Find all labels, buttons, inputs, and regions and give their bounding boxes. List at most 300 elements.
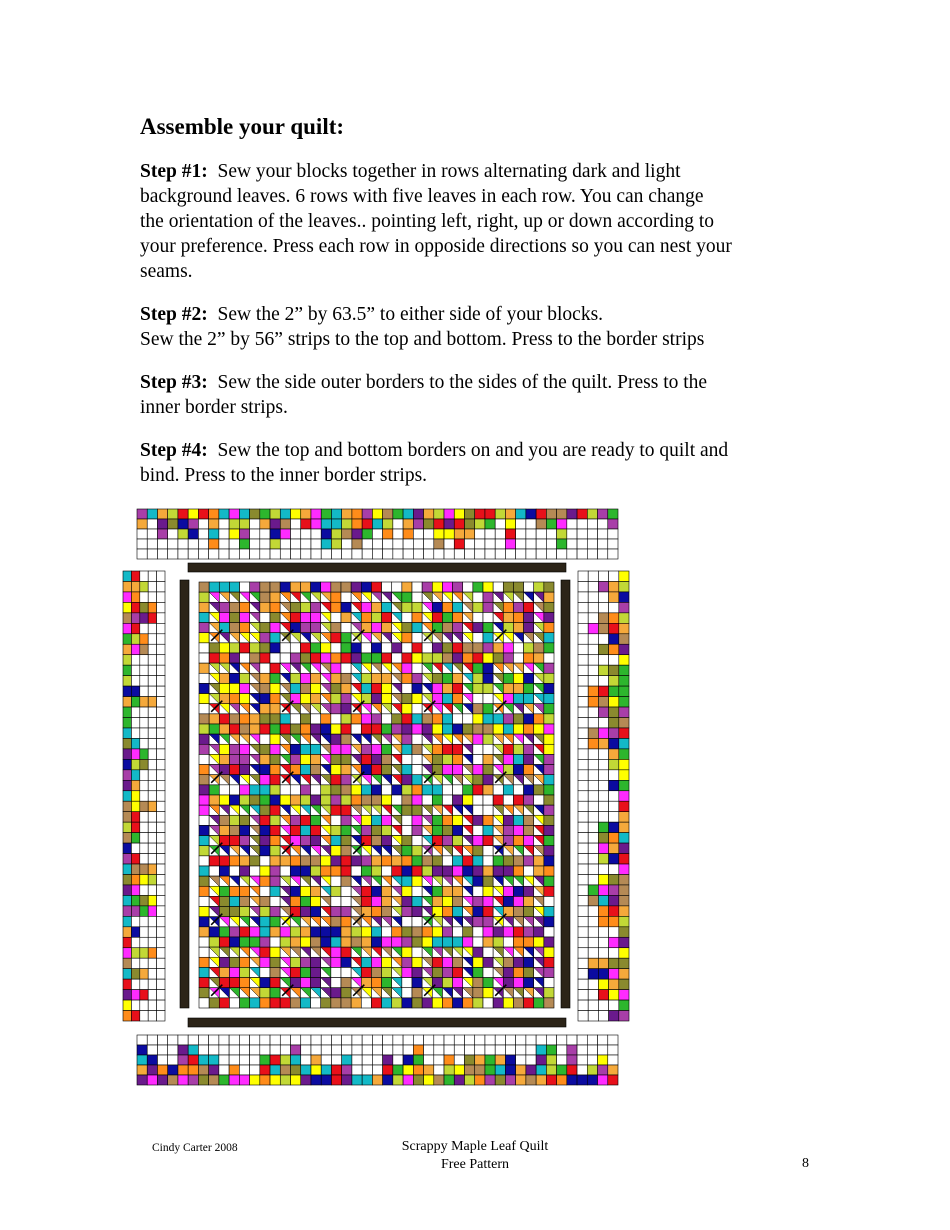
border-patch <box>598 519 608 529</box>
leaf-patch <box>513 623 523 633</box>
border-patch <box>444 1035 454 1045</box>
border-patch <box>403 519 413 529</box>
leaf-patch <box>513 825 523 835</box>
leaf-patch <box>311 744 321 754</box>
block-patch <box>534 927 544 937</box>
border-patch <box>588 676 598 686</box>
border-patch <box>598 529 608 539</box>
block-patch <box>432 653 442 663</box>
block-patch <box>473 754 483 764</box>
border-patch <box>260 1045 270 1055</box>
leaf-patch <box>371 836 381 846</box>
block-patch <box>493 795 503 805</box>
border-patch <box>321 1075 331 1085</box>
border-patch <box>588 937 598 947</box>
border-patch <box>260 509 270 519</box>
block-patch <box>412 623 422 633</box>
border-patch <box>588 874 598 884</box>
leaf-patch <box>229 957 239 967</box>
border-patch <box>198 539 208 549</box>
leaf-patch <box>311 886 321 896</box>
border-patch <box>505 1065 515 1075</box>
border-patch <box>250 549 260 559</box>
border-patch <box>140 948 148 958</box>
block-patch <box>473 673 483 683</box>
border-patch <box>546 1045 556 1055</box>
block-patch <box>280 582 290 592</box>
block-patch <box>473 775 483 785</box>
border-patch <box>131 780 139 790</box>
border-patch <box>505 1075 515 1085</box>
block-patch <box>412 815 422 825</box>
border-patch <box>137 1035 147 1045</box>
block-patch <box>473 724 483 734</box>
block-patch <box>544 592 554 602</box>
block-patch <box>270 998 280 1008</box>
border-patch <box>157 707 165 717</box>
border-patch <box>526 1045 536 1055</box>
leaf-patch <box>240 815 250 825</box>
block-patch <box>311 795 321 805</box>
border-patch <box>608 519 618 529</box>
leaf-patch <box>513 886 523 896</box>
leaf-patch <box>229 825 239 835</box>
block-patch <box>513 653 523 663</box>
block-patch <box>422 653 432 663</box>
border-patch <box>608 1065 618 1075</box>
border-patch <box>250 1075 260 1085</box>
border-patch <box>209 549 219 559</box>
block-patch <box>453 795 463 805</box>
border-patch <box>131 581 139 591</box>
border-patch <box>188 539 198 549</box>
border-patch <box>301 1065 311 1075</box>
block-patch <box>412 744 422 754</box>
border-patch <box>148 613 156 623</box>
border-patch <box>578 864 588 874</box>
border-patch <box>516 519 526 529</box>
border-patch <box>475 1065 485 1075</box>
block-patch <box>240 643 250 653</box>
border-patch <box>608 1035 618 1045</box>
border-patch <box>301 519 311 529</box>
border-patch <box>485 1065 495 1075</box>
block-patch <box>473 714 483 724</box>
border-patch <box>311 1035 321 1045</box>
block-patch <box>402 653 412 663</box>
leaf-patch <box>432 602 442 612</box>
border-patch <box>157 509 167 519</box>
leaf-patch <box>442 744 452 754</box>
border-patch <box>137 519 147 529</box>
block-patch <box>392 937 402 947</box>
block-patch <box>493 582 503 592</box>
border-patch <box>342 1045 352 1055</box>
border-patch <box>209 1075 219 1085</box>
border-patch <box>291 1055 301 1065</box>
border-patch <box>598 697 608 707</box>
leaf-patch <box>371 957 381 967</box>
border-patch <box>239 1075 249 1085</box>
leaf-patch <box>453 886 463 896</box>
border-patch <box>311 1045 321 1055</box>
border-patch <box>123 655 131 665</box>
border-patch <box>352 1035 362 1045</box>
footer-title: Scrappy Maple Leaf Quilt <box>401 1139 549 1154</box>
block-patch <box>260 663 270 673</box>
block-patch <box>412 927 422 937</box>
border-patch <box>464 1045 474 1055</box>
border-patch <box>372 1065 382 1075</box>
border-patch <box>260 519 270 529</box>
block-patch <box>199 998 209 1008</box>
border-patch <box>148 969 156 979</box>
block-patch <box>280 927 290 937</box>
block-patch <box>412 694 422 704</box>
block-patch <box>199 612 209 622</box>
block-patch <box>473 592 483 602</box>
border-patch <box>609 791 619 801</box>
border-patch <box>140 990 148 1000</box>
border-patch <box>137 1065 147 1075</box>
block-patch <box>412 825 422 835</box>
border-patch <box>260 529 270 539</box>
border-patch <box>157 1055 167 1065</box>
leaf-patch <box>371 967 381 977</box>
border-patch <box>362 1035 372 1045</box>
leaf-patch <box>219 602 229 612</box>
border-patch <box>619 623 629 633</box>
block-patch <box>493 866 503 876</box>
block-patch <box>392 866 402 876</box>
border-patch <box>148 749 156 759</box>
border-patch <box>131 686 139 696</box>
block-patch <box>483 937 493 947</box>
border-patch <box>148 895 156 905</box>
leaf-patch <box>442 886 452 896</box>
border-patch <box>291 1065 301 1075</box>
border-patch <box>168 1045 178 1055</box>
border-patch <box>588 833 598 843</box>
block-patch <box>219 998 229 1008</box>
border-patch <box>444 1065 454 1075</box>
block-patch <box>402 673 412 683</box>
border-patch <box>619 812 629 822</box>
block-patch <box>382 653 392 663</box>
block-patch <box>270 683 280 693</box>
block-patch <box>331 886 341 896</box>
border-patch <box>331 1035 341 1045</box>
block-patch <box>351 582 361 592</box>
block-patch <box>473 988 483 998</box>
block-patch <box>473 907 483 917</box>
border-patch <box>131 969 139 979</box>
border-patch <box>291 549 301 559</box>
border-patch <box>413 519 423 529</box>
border-patch <box>587 1035 597 1045</box>
block-patch <box>442 714 452 724</box>
border-patch <box>280 1075 290 1085</box>
block-patch <box>402 775 412 785</box>
leaf-patch <box>311 673 321 683</box>
leaf-patch <box>240 957 250 967</box>
border-patch <box>147 1045 157 1055</box>
block-patch <box>199 694 209 704</box>
border-patch <box>148 874 156 884</box>
leaf-patch <box>453 836 463 846</box>
border-patch <box>536 1075 546 1085</box>
border-patch <box>578 843 588 853</box>
block-patch <box>219 795 229 805</box>
block-patch <box>371 927 381 937</box>
border-patch <box>188 529 198 539</box>
leaf-patch <box>219 744 229 754</box>
border-patch <box>123 676 131 686</box>
border-patch <box>131 1011 139 1021</box>
block-patch <box>260 754 270 764</box>
border-patch <box>280 519 290 529</box>
block-patch <box>473 582 483 592</box>
border-patch <box>403 1035 413 1045</box>
block-patch <box>209 856 219 866</box>
block-patch <box>493 998 503 1008</box>
block-patch <box>453 653 463 663</box>
border-patch <box>123 874 131 884</box>
border-patch <box>291 1045 301 1055</box>
leaf-patch <box>453 602 463 612</box>
border-patch <box>291 509 301 519</box>
border-patch <box>588 948 598 958</box>
block-patch <box>250 724 260 734</box>
leaf-patch <box>311 815 321 825</box>
block-patch <box>493 785 503 795</box>
border-patch <box>140 749 148 759</box>
border-patch <box>495 1045 505 1055</box>
block-patch <box>453 582 463 592</box>
border-patch <box>178 549 188 559</box>
block-patch <box>290 998 300 1008</box>
border-patch <box>619 676 629 686</box>
border-patch <box>495 529 505 539</box>
block-patch <box>442 653 452 663</box>
block-patch <box>483 978 493 988</box>
block-patch <box>544 856 554 866</box>
block-patch <box>361 582 371 592</box>
border-patch <box>536 1045 546 1055</box>
leaf-patch <box>432 683 442 693</box>
border-patch <box>123 1000 131 1010</box>
block-patch <box>412 765 422 775</box>
border-patch <box>352 539 362 549</box>
block-patch <box>402 866 412 876</box>
border-patch <box>598 665 608 675</box>
block-patch <box>544 815 554 825</box>
block-patch <box>331 917 341 927</box>
border-patch <box>598 549 608 559</box>
block-patch <box>473 836 483 846</box>
border-patch <box>598 571 608 581</box>
border-patch <box>424 1055 434 1065</box>
block-patch <box>463 653 473 663</box>
block-patch <box>250 937 260 947</box>
border-patch <box>516 509 526 519</box>
border-patch <box>424 519 434 529</box>
block-patch <box>341 612 351 622</box>
border-patch <box>123 770 131 780</box>
leaf-patch <box>240 744 250 754</box>
border-patch <box>321 549 331 559</box>
border-patch <box>372 529 382 539</box>
border-patch <box>123 623 131 633</box>
border-patch <box>609 592 619 602</box>
block-patch <box>311 785 321 795</box>
border-patch <box>403 1075 413 1085</box>
block-patch <box>331 947 341 957</box>
border-patch <box>148 676 156 686</box>
block-patch <box>199 896 209 906</box>
block-patch <box>453 785 463 795</box>
block-patch <box>402 724 412 734</box>
leaf-patch <box>442 978 452 988</box>
border-patch <box>131 655 139 665</box>
border-patch <box>372 509 382 519</box>
border-patch <box>157 655 165 665</box>
border-patch <box>475 1035 485 1045</box>
block-patch <box>341 866 351 876</box>
border-patch <box>444 519 454 529</box>
leaf-patch <box>300 754 310 764</box>
block-patch <box>290 785 300 795</box>
border-patch <box>619 791 629 801</box>
border-patch <box>148 916 156 926</box>
leaf-patch <box>229 683 239 693</box>
block-patch <box>432 724 442 734</box>
leaf-patch <box>442 694 452 704</box>
block-patch <box>513 937 523 947</box>
border-patch <box>140 665 148 675</box>
border-patch <box>495 1035 505 1045</box>
block-patch <box>229 582 239 592</box>
border-patch <box>123 780 131 790</box>
border-patch <box>157 1065 167 1075</box>
block-patch <box>199 866 209 876</box>
border-patch <box>619 749 629 759</box>
block-patch <box>382 937 392 947</box>
block-patch <box>331 866 341 876</box>
block-patch <box>199 825 209 835</box>
border-patch <box>280 509 290 519</box>
border-patch <box>229 519 239 529</box>
border-patch <box>516 529 526 539</box>
block-patch <box>483 694 493 704</box>
border-patch <box>198 1045 208 1055</box>
border-patch <box>588 916 598 926</box>
border-patch <box>157 895 165 905</box>
border-patch <box>598 759 608 769</box>
border-patch <box>157 602 165 612</box>
block-patch <box>463 856 473 866</box>
block-patch <box>524 582 534 592</box>
leaf-patch <box>300 825 310 835</box>
border-patch <box>157 634 165 644</box>
border-patch <box>588 979 598 989</box>
leaf-patch <box>442 836 452 846</box>
block-patch <box>331 846 341 856</box>
block-patch <box>402 795 412 805</box>
border-patch <box>464 539 474 549</box>
border-patch <box>209 1065 219 1075</box>
border-patch <box>147 509 157 519</box>
block-patch <box>483 714 493 724</box>
block-patch <box>422 998 432 1008</box>
border-patch <box>157 864 165 874</box>
block-patch <box>199 988 209 998</box>
border-patch <box>301 1075 311 1085</box>
leaf-patch <box>382 825 392 835</box>
block-patch <box>503 653 513 663</box>
leaf-patch <box>524 967 534 977</box>
block-patch <box>321 582 331 592</box>
border-patch <box>454 529 464 539</box>
block-patch <box>442 937 452 947</box>
block-patch <box>412 957 422 967</box>
border-patch <box>157 1000 165 1010</box>
border-patch <box>609 665 619 675</box>
border-patch <box>131 623 139 633</box>
border-patch <box>609 770 619 780</box>
block-patch <box>371 643 381 653</box>
block-patch <box>483 815 493 825</box>
border-patch <box>148 759 156 769</box>
border-patch <box>588 864 598 874</box>
block-patch <box>544 947 554 957</box>
block-patch <box>199 673 209 683</box>
border-patch <box>598 979 608 989</box>
border-patch <box>609 623 619 633</box>
block-patch <box>483 633 493 643</box>
border-patch <box>362 539 372 549</box>
leaf-patch <box>513 683 523 693</box>
leaf-patch <box>382 957 392 967</box>
border-patch <box>434 1075 444 1085</box>
leaf-patch <box>219 683 229 693</box>
leaf-patch <box>229 815 239 825</box>
block-patch <box>392 582 402 592</box>
border-patch <box>578 728 588 738</box>
leaf-patch <box>503 815 513 825</box>
block-patch <box>402 582 412 592</box>
block-patch <box>300 653 310 663</box>
leaf-patch <box>382 896 392 906</box>
border-patch <box>598 854 608 864</box>
border-patch <box>526 1065 536 1075</box>
border-patch <box>587 519 597 529</box>
block-patch <box>321 856 331 866</box>
border-patch <box>578 822 588 832</box>
block-patch <box>250 714 260 724</box>
block-patch <box>442 724 452 734</box>
border-patch <box>578 937 588 947</box>
border-patch <box>209 1035 219 1045</box>
block-patch <box>270 907 280 917</box>
border-patch <box>557 1045 567 1055</box>
border-patch <box>619 1000 629 1010</box>
leaf-patch <box>453 896 463 906</box>
border-patch <box>609 759 619 769</box>
block-patch <box>483 896 493 906</box>
leaf-patch <box>240 886 250 896</box>
border-patch <box>609 812 619 822</box>
